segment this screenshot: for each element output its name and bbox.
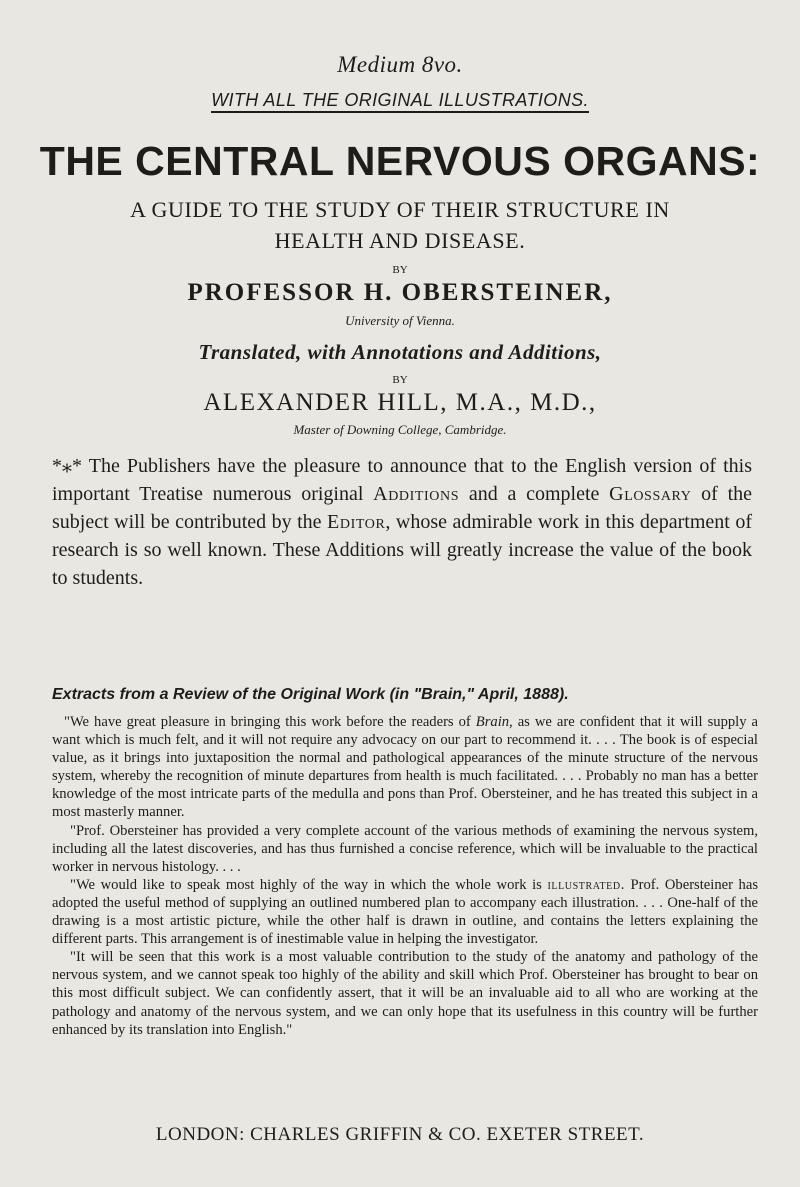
- author-affiliation: University of Vienna.: [345, 313, 455, 328]
- illustrated-word: illustrated.: [547, 876, 625, 893]
- notice-glossary: Glossary: [609, 483, 692, 505]
- notice-editor: Editor: [327, 511, 386, 533]
- review-paragraph: [52, 713, 758, 822]
- extracts-heading: Extracts from a Review of the Original Work (in "Brain," April, 1888).: [52, 686, 569, 703]
- by-label: BY: [392, 264, 408, 276]
- publisher-notice: [52, 452, 752, 592]
- notice-additions: Additions: [373, 483, 460, 505]
- subtitle-line-2: HEALTH AND DISEASE.: [274, 228, 526, 253]
- review-paragraph: "It will be seen that this work is a most valuable contribution to the study of the anatomy and pathology of the nervous system, and we cannot speak too highly of the ability and skill which Prof. Obersteiner has brought to bear on this most difficult subject. We can confidently assert, that it will be an invaluable aid to all who are working at the pathology and anatomy of the nervous system, and we can only hope that its usefulness in this country will be further enhanced by its translation into English.": [52, 949, 758, 1038]
- illustrations-note-text: WITH ALL THE ORIGINAL ILLUSTRATIONS.: [211, 90, 589, 113]
- review-text: Prof. Obersteiner has adopted the useful method of supplying an outlined numbered plan to accompany each illustration. . . . One-half of the drawing is a most artistic picture, while the other half is drawn in outline, and contains the letters explaining the different parts. This arrangement is of inestimable value in helping the investigator.: [52, 876, 758, 948]
- review-text: "We have great pleasure in bringing this work before the readers of: [64, 714, 476, 730]
- notice-mark: *⁎*: [52, 455, 82, 477]
- translator-affiliation: Master of Downing College, Cambridge.: [293, 422, 507, 437]
- review-extract: [52, 713, 758, 1039]
- subtitle-line-1: A GUIDE TO THE STUDY OF THEIR STRUCTURE IN: [130, 197, 670, 222]
- book-format: Medium 8vo.: [337, 52, 463, 77]
- notice-text: and a complete: [459, 483, 610, 505]
- book-subtitle: [0, 194, 800, 256]
- review-text: "We would like to speak most highly of the way in which the whole work is: [70, 876, 548, 893]
- notice-text: of the subject will be contributed by the: [52, 483, 753, 533]
- journal-name: Brain,: [475, 714, 513, 730]
- translator-by-label: BY: [392, 374, 408, 386]
- publisher-imprint: LONDON: CHARLES GRIFFIN & CO. EXETER STREET.: [155, 1124, 645, 1145]
- review-paragraph: [52, 876, 758, 948]
- illustrations-note: [0, 90, 800, 111]
- review-paragraph: "Prof. Obersteiner has provided a very complete account of the various methods of examining the nervous system, including all the latest discoveries, and has thus furnished a concise reference, which will be invaluable to the practical worker in nervous histology. . . .: [52, 822, 758, 875]
- translated-line: Translated, with Annotations and Additions,: [198, 340, 602, 364]
- review-text: as we are confident that it will supply a want which is much felt, and it will not require any advocacy on our part to recommend it. . . . The book is of especial value, as it brings into juxtaposition the normal and pathological appearances of the minute structure of the nervous system, whereby the recognition of minute departures from health is much facilitated. . . . Probably no man has a better knowledge of the most intricate parts of the medulla and pons than Prof. Obersteiner, and he has treated this subject in a most masterly manner.: [52, 714, 758, 821]
- notice-text: The Publishers have the pleasure to announce that to the English version of this important Treatise numerous original: [52, 455, 752, 505]
- notice-text: , whose admirable work in this department of research is so well known. These Additions will greatly increase the value of the book to students.: [52, 511, 752, 589]
- book-title: THE CENTRAL NERVOUS ORGANS:: [39, 138, 761, 184]
- author-name: PROFESSOR H. OBERSTEINER,: [187, 279, 613, 306]
- translator-name: ALEXANDER HILL, M.A., M.D.,: [203, 389, 597, 416]
